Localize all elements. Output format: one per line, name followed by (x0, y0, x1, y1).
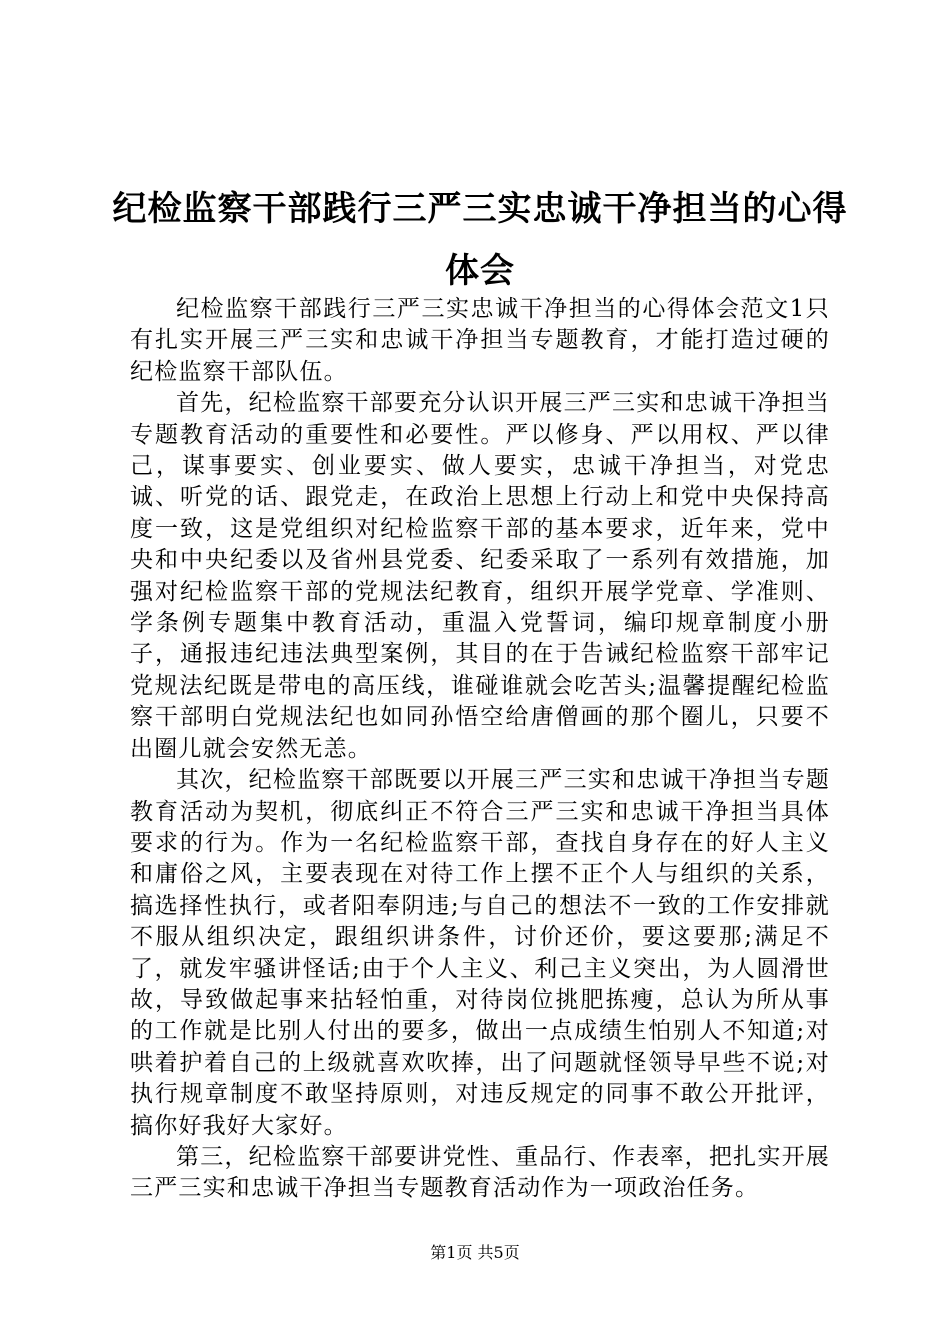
paragraph-intro: 纪检监察干部践行三严三实忠诚干净担当的心得体会范文1只有扎实开展三严三实和忠诚干净担当专题教育，才能打造过硬的纪检监察干部队伍。 (130, 296, 830, 385)
paragraph-first-point: 首先，纪检监察干部要充分认识开展三严三实和忠诚干净担当专题教育活动的重要性和必要性。严以修身、严以用权、严以律己，谋事要实、创业要实、做人要实，忠诚干净担当，对党忠诚、听党的话、跟党走，在政治上思想上行动上和党中央保持高度一致，这是党组织对纪检监察干部的基本要求，近年来，党中央和中央纪委以及省州县党委、纪委采取了一系列有效措施，加强对纪检监察干部的党规法纪教育，组织开展学党章、学准则、学条例专题集中教育活动，重温入党誓词，编印规章制度小册子，通报违纪违法典型案例，其目的在于告诫纪检监察干部牢记党规法纪既是带电的高压线，谁碰谁就会吃苦头;温馨提醒纪检监察干部明白党规法纪也如同孙悟空给唐僧画的那个圈儿，只要不出圈儿就会安然无恙。 (130, 390, 830, 762)
page-number-footer: 第1页 共5页 (430, 1243, 520, 1262)
paragraph-second-point: 其次，纪检监察干部既要以开展三严三实和忠诚干净担当专题教育活动为契机，彻底纠正不符合三严三实和忠诚干净担当具体要求的行为。作为一名纪检监察干部，查找自身存在的好人主义和庸俗之风，主要表现在对待工作上摆不正个人与组织的关系，搞选择性执行，或者阳奉阴违;与自己的想法不一致的工作安排就不服从组织决定，跟组织讲条件，讨价还价，要这要那;满足不了，就发牢骚讲怪话;由于个人主义、利己主义突出，为人圆滑世故，导致做起事来拈轻怕重，对待岗位挑肥拣瘦，总认为所从事的工作就是比别人付出的要多，做出一点成绩生怕别人不知道;对哄着护着自己的上级就喜欢吹捧，出了问题就怪领导早些不说;对执行规章制度不敢坚持原则，对违反规定的同事不敢公开批评，搞你好我好大家好。 (130, 767, 830, 1139)
document-title: 纪检监察干部践行三严三实忠诚干净担当的心得体会 (112, 189, 848, 291)
document-body (130, 294, 830, 1205)
paragraph-third-point: 第三，纪检监察干部要讲党性、重品行、作表率，把扎实开展三严三实和忠诚干净担当专题教育活动作为一项政治任务。 (130, 1143, 830, 1202)
